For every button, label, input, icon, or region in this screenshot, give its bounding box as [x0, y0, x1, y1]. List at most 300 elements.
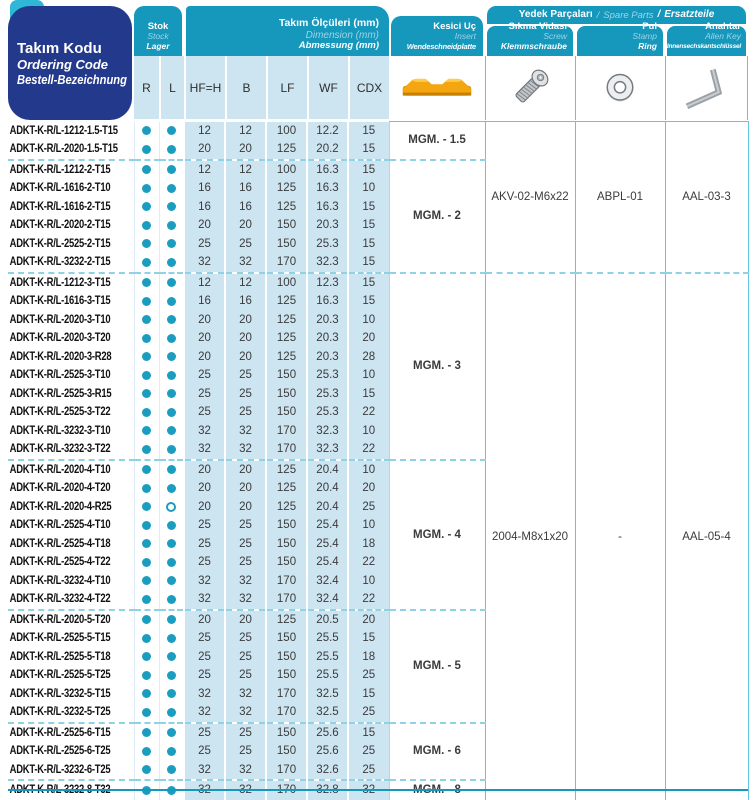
- stock-dot-r-cell: [134, 366, 159, 385]
- stock-dot-r: [142, 595, 151, 604]
- cdx-cell: 15: [348, 198, 389, 217]
- tool-code-cell: [8, 235, 134, 254]
- lf-cell: 150: [266, 366, 307, 385]
- b-cell: 32: [225, 590, 266, 610]
- wf-cell: 16.3: [307, 292, 348, 311]
- hf-cell: 32: [184, 422, 225, 441]
- b-cell: 32: [225, 685, 266, 704]
- wf-cell: 12.2: [307, 122, 348, 141]
- dims-label-tr: Takım Ölçüleri (mm): [278, 17, 379, 29]
- cdx-cell: 20: [348, 610, 389, 630]
- stock-dot-l-cell: [159, 253, 184, 273]
- tool-code: ADKT-K-R/L-2020-4-T10: [9, 463, 111, 476]
- insert-type-cell: MGM. - 6: [389, 723, 485, 781]
- stock-dot-l: [167, 558, 176, 567]
- hf-cell: 32: [184, 253, 225, 273]
- stock-dot-l-cell: [159, 122, 184, 141]
- stock-dot-r-cell: [134, 403, 159, 422]
- b-cell: 25: [225, 235, 266, 254]
- stock-dot-r-cell: [134, 385, 159, 404]
- stock-dot-r-cell: [134, 160, 159, 180]
- tool-code: ADKT-K-R/L-2020-3-T10: [9, 313, 111, 326]
- stock-dot-r: [142, 371, 151, 380]
- lf-cell: 150: [266, 629, 307, 648]
- lf-cell: 125: [266, 348, 307, 367]
- b-cell: 16: [225, 179, 266, 198]
- b-cell: 20: [225, 140, 266, 160]
- cdx-cell: 28: [348, 348, 389, 367]
- stock-dot-l: [167, 445, 176, 454]
- stock-dot-r-cell: [134, 292, 159, 311]
- wf-cell: 32.3: [307, 440, 348, 460]
- stock-dot-l-cell: [159, 179, 184, 198]
- b-cell: 25: [225, 648, 266, 667]
- lf-cell: 170: [266, 440, 307, 460]
- b-cell: 20: [225, 479, 266, 498]
- stock-dot-l: [167, 297, 176, 306]
- stock-dot-l: [167, 165, 176, 174]
- insert-type-cell: MGM. - 2: [389, 160, 485, 273]
- tool-code-cell: [8, 292, 134, 311]
- tool-code: ADKT-K-R/L-2525-6-T25: [9, 745, 111, 758]
- tool-code: ADKT-K-R/L-2020-3-R28: [9, 350, 112, 363]
- stock-dot-l-cell: [159, 216, 184, 235]
- stock-dot-l-cell: [159, 498, 184, 517]
- stock-dot-r-cell: [134, 273, 159, 293]
- lf-cell: 150: [266, 742, 307, 761]
- spare-band-de: Ersatzteile: [664, 8, 715, 20]
- wf-cell: 20.4: [307, 498, 348, 517]
- screw-column-header: [487, 21, 573, 56]
- stock-dot-r: [142, 465, 151, 474]
- insert-label-tr: Kesici Uç: [433, 21, 476, 32]
- stock-dot-r-cell: [134, 610, 159, 630]
- tool-code-cell: [8, 403, 134, 422]
- wf-cell: 32.3: [307, 253, 348, 273]
- stock-dot-l: [167, 371, 176, 380]
- stock-dot-r: [142, 202, 151, 211]
- tool-code-cell: [8, 648, 134, 667]
- hf-cell: 16: [184, 292, 225, 311]
- cdx-cell: 15: [348, 273, 389, 293]
- stock-dot-l: [167, 408, 176, 417]
- stock-dot-l-open: [166, 502, 176, 512]
- stock-dot-r-cell: [134, 703, 159, 723]
- stock-dot-l: [167, 708, 176, 717]
- ring-part-cell: -: [575, 273, 665, 800]
- stock-dot-l-cell: [159, 292, 184, 311]
- cdx-cell: 18: [348, 535, 389, 554]
- tool-code: ADKT-K-R/L-3232-2-T15: [9, 256, 111, 269]
- stock-dot-r: [142, 689, 151, 698]
- stock-dot-r-cell: [134, 723, 159, 743]
- stock-dot-r-cell: [134, 685, 159, 704]
- lf-cell: 100: [266, 273, 307, 293]
- lf-cell: 125: [266, 498, 307, 517]
- cdx-cell: 10: [348, 179, 389, 198]
- stock-dot-r-cell: [134, 179, 159, 198]
- tool-code-cell: [8, 610, 134, 630]
- b-cell: 20: [225, 348, 266, 367]
- hf-cell: 25: [184, 648, 225, 667]
- wf-cell: 25.3: [307, 366, 348, 385]
- tool-code-cell: [8, 590, 134, 610]
- b-cell: 20: [225, 610, 266, 630]
- lf-cell: 150: [266, 648, 307, 667]
- stock-dot-l: [167, 652, 176, 661]
- cdx-cell: 10: [348, 422, 389, 441]
- washer-icon: [575, 56, 665, 120]
- tool-code-cell: [8, 179, 134, 198]
- stock-dot-l-cell: [159, 723, 184, 743]
- b-cell: 25: [225, 723, 266, 743]
- stock-dot-r: [142, 521, 151, 530]
- stock-dot-r: [142, 315, 151, 324]
- tool-code: ADKT-K-R/L-2525-3-R15: [9, 387, 112, 400]
- tool-code-cell: [8, 122, 134, 141]
- wf-cell: 20.3: [307, 311, 348, 330]
- tool-code-cell: [8, 572, 134, 591]
- stock-dot-r: [142, 445, 151, 454]
- tool-code: ADKT-K-R/L-3232-6-T25: [9, 763, 111, 776]
- stock-dot-l: [167, 278, 176, 287]
- table-bottom-rule: [8, 789, 748, 791]
- insert-icon: [389, 56, 485, 120]
- stock-dot-l-cell: [159, 348, 184, 367]
- col-label-l: L: [159, 56, 184, 119]
- lf-cell: 170: [266, 572, 307, 591]
- hf-cell: 25: [184, 629, 225, 648]
- cdx-cell: 25: [348, 761, 389, 781]
- stock-dot-r: [142, 652, 151, 661]
- wf-cell: 20.4: [307, 460, 348, 480]
- tool-code: ADKT-K-R/L-2525-3-T22: [9, 406, 111, 419]
- hf-cell: 20: [184, 348, 225, 367]
- hf-cell: 25: [184, 516, 225, 535]
- cdx-cell: 15: [348, 385, 389, 404]
- tool-code-cell: [8, 535, 134, 554]
- cdx-cell: 25: [348, 703, 389, 723]
- wf-cell: 32.5: [307, 685, 348, 704]
- stock-dot-r: [142, 239, 151, 248]
- stock-dot-r-cell: [134, 479, 159, 498]
- tool-code-cell: [8, 685, 134, 704]
- screw-label-de: Klemmschraube: [500, 40, 567, 51]
- cdx-cell: 15: [348, 292, 389, 311]
- stock-dot-l: [167, 334, 176, 343]
- col-label-lf: LF: [266, 56, 307, 119]
- tool-code: ADKT-K-R/L-2020-5-T20: [9, 613, 111, 626]
- stock-dot-l: [167, 465, 176, 474]
- stock-dot-r-cell: [134, 253, 159, 273]
- lf-cell: 150: [266, 216, 307, 235]
- stock-dot-r: [142, 184, 151, 193]
- tool-code-cell: [8, 348, 134, 367]
- stock-dot-r: [142, 708, 151, 717]
- stock-dot-l-cell: [159, 329, 184, 348]
- hf-cell: 12: [184, 273, 225, 293]
- allen-key-part-cell: AAL-03-3: [665, 122, 748, 273]
- stock-label-tr: Stok: [147, 21, 169, 32]
- wf-cell: 32.5: [307, 703, 348, 723]
- stock-dot-r-cell: [134, 535, 159, 554]
- stock-dot-r-cell: [134, 460, 159, 480]
- stock-dot-l: [167, 221, 176, 230]
- allen-key-column-header: [666, 21, 746, 56]
- wf-cell: 16.3: [307, 179, 348, 198]
- key-label-tr: Anahtar: [705, 21, 741, 32]
- stock-dot-l-cell: [159, 703, 184, 723]
- hf-cell: 20: [184, 610, 225, 630]
- b-cell: 12: [225, 273, 266, 293]
- tool-code-cell: [8, 553, 134, 572]
- stock-dot-r: [142, 389, 151, 398]
- b-cell: 32: [225, 572, 266, 591]
- stock-dot-l: [167, 634, 176, 643]
- tool-code-cell: [8, 723, 134, 743]
- stock-dot-r: [142, 145, 151, 154]
- lf-cell: 125: [266, 198, 307, 217]
- wf-cell: 20.3: [307, 216, 348, 235]
- wf-cell: 20.4: [307, 479, 348, 498]
- lf-cell: 125: [266, 610, 307, 630]
- lf-cell: 125: [266, 329, 307, 348]
- lf-cell: 150: [266, 723, 307, 743]
- stock-label-en: Stock: [147, 31, 169, 41]
- b-cell: 25: [225, 385, 266, 404]
- col-label-r: R: [142, 80, 151, 95]
- wf-cell: 25.5: [307, 648, 348, 667]
- stock-dot-r: [142, 671, 151, 680]
- screw-label-tr: Sıkma Vidası: [508, 21, 567, 32]
- tool-code-cell: [8, 160, 134, 180]
- stock-dot-l: [167, 671, 176, 680]
- tool-code: ADKT-K-R/L-1212-3-T15: [9, 276, 111, 289]
- tool-code-cell: [8, 516, 134, 535]
- tool-code: ADKT-K-R/L-3232-3-T22: [9, 443, 111, 456]
- wf-cell: 16.3: [307, 160, 348, 180]
- hf-cell: 25: [184, 723, 225, 743]
- stock-dot-r-cell: [134, 742, 159, 761]
- stock-dot-l-cell: [159, 629, 184, 648]
- col-label-wf: WF: [307, 56, 348, 119]
- stock-dot-r-cell: [134, 235, 159, 254]
- hf-cell: 32: [184, 703, 225, 723]
- insert-label-de: Wendeschneidplatte: [406, 41, 476, 51]
- stock-dot-r: [142, 126, 151, 135]
- stock-dot-r-cell: [134, 216, 159, 235]
- ring-label-en: Stamp: [632, 31, 657, 41]
- stock-dot-l: [167, 239, 176, 248]
- wf-cell: 25.6: [307, 742, 348, 761]
- tool-code: ADKT-K-R/L-2020-4-T20: [9, 482, 111, 495]
- key-label-en: Allen Key: [705, 31, 741, 41]
- lf-cell: 150: [266, 535, 307, 554]
- stock-dot-l-cell: [159, 685, 184, 704]
- tool-code-cell: [8, 273, 134, 293]
- screw-part-cell: 2004-M8x1x20: [485, 273, 575, 800]
- tool-code-cell: [8, 253, 134, 273]
- b-cell: 20: [225, 498, 266, 517]
- cdx-cell: 10: [348, 311, 389, 330]
- b-cell: 32: [225, 253, 266, 273]
- stock-dot-r: [142, 539, 151, 548]
- tool-code: ADKT-K-R/L-2525-4-T22: [9, 556, 111, 569]
- hf-cell: 20: [184, 140, 225, 160]
- stock-dot-l-cell: [159, 666, 184, 685]
- stock-dot-r: [142, 747, 151, 756]
- lf-cell: 150: [266, 553, 307, 572]
- dimensions-header: [186, 6, 389, 56]
- tool-code: ADKT-K-R/L-2020-3-T20: [9, 332, 111, 345]
- tool-code: ADKT-K-R/L-2525-5-T15: [9, 632, 111, 645]
- hf-cell: 32: [184, 685, 225, 704]
- lf-cell: 150: [266, 385, 307, 404]
- stock-dot-l-cell: [159, 742, 184, 761]
- lf-cell: 100: [266, 160, 307, 180]
- stock-dot-l: [167, 145, 176, 154]
- tool-code-cell: [8, 311, 134, 330]
- stock-dot-r: [142, 558, 151, 567]
- table-row: [8, 273, 748, 293]
- stock-dot-r: [142, 408, 151, 417]
- stock-dot-l-cell: [159, 516, 184, 535]
- stock-dot-r-cell: [134, 553, 159, 572]
- cdx-cell: 15: [348, 685, 389, 704]
- stock-dot-l: [167, 521, 176, 530]
- b-cell: 25: [225, 535, 266, 554]
- wf-cell: 20.3: [307, 329, 348, 348]
- b-cell: 25: [225, 666, 266, 685]
- spare-band-tr: Yedek Parçaları: [518, 9, 593, 21]
- tool-code-cell: [8, 479, 134, 498]
- cdx-cell: 10: [348, 572, 389, 591]
- stock-dot-r-cell: [134, 666, 159, 685]
- tool-code: ADKT-K-R/L-3232-4-T22: [9, 593, 111, 606]
- stock-dot-l-cell: [159, 422, 184, 441]
- tool-code: ADKT-K-R/L-2525-4-T10: [9, 519, 111, 532]
- hf-cell: 25: [184, 553, 225, 572]
- cdx-cell: 25: [348, 742, 389, 761]
- wf-cell: 32.4: [307, 572, 348, 591]
- stock-dot-r-cell: [134, 761, 159, 781]
- stock-dot-l: [167, 258, 176, 267]
- stock-dot-r: [142, 278, 151, 287]
- b-cell: 12: [225, 160, 266, 180]
- screw-label-en: Screw: [543, 31, 567, 41]
- wf-cell: 12.3: [307, 273, 348, 293]
- tool-code-cell: [8, 198, 134, 217]
- tool-code: ADKT-K-R/L-2020-1.5-T15: [9, 143, 118, 156]
- stock-dot-r-cell: [134, 498, 159, 517]
- stock-dot-r-cell: [134, 629, 159, 648]
- stock-dot-l: [167, 765, 176, 774]
- screw-part-cell: AKV-02-M6x22: [485, 122, 575, 273]
- wf-cell: 25.5: [307, 629, 348, 648]
- stock-dot-r-cell: [134, 648, 159, 667]
- tool-code: ADKT-K-R/L-1616-2-T10: [9, 182, 111, 195]
- stock-dot-r: [142, 484, 151, 493]
- hf-cell: 25: [184, 385, 225, 404]
- lf-cell: 170: [266, 761, 307, 781]
- tool-code: ADKT-K-R/L-1212-1.5-T15: [9, 124, 118, 137]
- stock-dot-l: [167, 615, 176, 624]
- stock-dot-l: [167, 576, 176, 585]
- tool-code: ADKT-K-R/L-2525-5-T18: [9, 650, 111, 663]
- cdx-cell: 22: [348, 403, 389, 422]
- tool-code-header: [8, 6, 132, 120]
- spare-band-sep2: /: [657, 8, 661, 20]
- stock-dot-r: [142, 221, 151, 230]
- lf-cell: 150: [266, 235, 307, 254]
- tool-code-cell: [8, 742, 134, 761]
- stock-dot-r-cell: [134, 198, 159, 217]
- wf-cell: 25.3: [307, 385, 348, 404]
- tool-code: ADKT-K-R/L-3232-4-T10: [9, 574, 111, 587]
- lf-cell: 170: [266, 422, 307, 441]
- hf-cell: 20: [184, 479, 225, 498]
- lf-cell: 125: [266, 460, 307, 480]
- hf-cell: 20: [184, 498, 225, 517]
- stock-dot-r-cell: [134, 329, 159, 348]
- tool-code-cell: [8, 366, 134, 385]
- stock-dot-r: [142, 765, 151, 774]
- ring-column-header: [577, 21, 663, 56]
- b-cell: 12: [225, 122, 266, 141]
- stock-dot-l-cell: [159, 440, 184, 460]
- stock-dot-l: [167, 747, 176, 756]
- stock-dot-l-cell: [159, 535, 184, 554]
- hf-cell: 32: [184, 761, 225, 781]
- tool-code-cell: [8, 216, 134, 235]
- cdx-cell: 15: [348, 216, 389, 235]
- tool-code: ADKT-K-R/L-1212-2-T15: [9, 163, 111, 176]
- stock-dot-l: [167, 539, 176, 548]
- tool-code-cell: [8, 422, 134, 441]
- col-label-cdx: CDX: [348, 56, 389, 119]
- lf-cell: 125: [266, 311, 307, 330]
- title-de: Bestell-Bezeichnung: [17, 71, 127, 87]
- b-cell: 25: [225, 742, 266, 761]
- table-row: [8, 122, 748, 141]
- b-cell: 25: [225, 403, 266, 422]
- allen-key-part-cell: AAL-05-4: [665, 273, 748, 800]
- ordering-table: [8, 121, 749, 800]
- insert-type-cell: MGM. - 5: [389, 610, 485, 723]
- title-tr: Takım Kodu: [17, 39, 102, 57]
- stock-dot-r: [142, 426, 151, 435]
- tool-code-cell: [8, 666, 134, 685]
- stock-dot-r: [142, 165, 151, 174]
- wf-cell: 25.4: [307, 516, 348, 535]
- b-cell: 25: [225, 629, 266, 648]
- stock-dot-r: [142, 728, 151, 737]
- lf-cell: 170: [266, 685, 307, 704]
- cdx-cell: 10: [348, 366, 389, 385]
- lf-cell: 170: [266, 253, 307, 273]
- tool-code: ADKT-K-R/L-2525-2-T15: [9, 237, 111, 250]
- tool-code-cell: [8, 498, 134, 517]
- part-images-strip: [389, 56, 748, 120]
- tool-code-cell: [8, 385, 134, 404]
- cdx-cell: 25: [348, 498, 389, 517]
- dims-label-en: Dimension (mm): [305, 29, 379, 41]
- b-cell: 32: [225, 761, 266, 781]
- wf-cell: 32.4: [307, 590, 348, 610]
- stock-header: [134, 6, 182, 56]
- b-cell: 32: [225, 440, 266, 460]
- stock-dot-r-cell: [134, 422, 159, 441]
